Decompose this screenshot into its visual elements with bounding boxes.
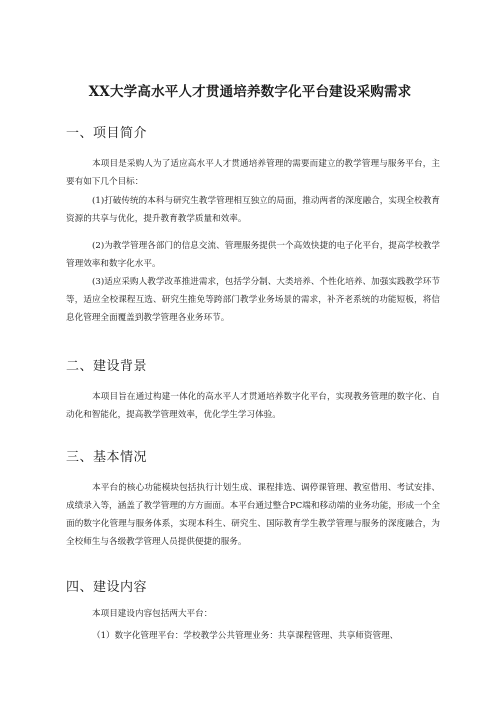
paragraph-background: [66, 388, 440, 424]
section-heading-content: 四、建设内容: [66, 580, 148, 595]
paragraph-content-item-1: [66, 627, 440, 645]
paragraph-intro: [66, 155, 440, 191]
paragraph-intro-text: 本项目是采购人为了适应高水平人才贯通培养管理的需要而建立的教学管理与服务平台，主要有如下几个目标：: [66, 159, 440, 187]
section-heading-background: 二、建设背景: [66, 359, 148, 374]
paragraph-goal-2-text: (2)为教学管理各部门的信息交流、管理服务提供一个高效快捷的电子化平台，提高学校教学管理效率和数字化水平。: [66, 241, 440, 269]
paragraph-content-item-1-text: （1）数字化管理平台：学校教学公共管理业务：共享课程管理、共享师资管理、: [92, 631, 399, 641]
paragraph-content-intro-text: 本项目建设内容包括两大平台：: [92, 609, 213, 619]
section-heading-intro: 一、项目简介: [66, 126, 148, 141]
paragraph-goal-1-text: (1)打破传统的本科与研究生教学管理相互独立的局面，推动两者的深度融合，实现全校教育资源的共享与优化，提升教育教学质量和效率。: [66, 196, 440, 224]
paragraph-content-intro: [66, 605, 440, 623]
paragraph-basic-text: 本平台的核心功能模块包括执行计划生成、课程排选、调停课管理、教室借用、考试安排、成绩录入等，涵盖了教学管理的方方面面。本平台通过整合PC端和移动端的业务功能，形成一个全面的数字化管理与服务体系，实现本科生、研究生、国际教育学生教学管理与服务的深度融合，为全校师生与各级教学管理人员提供便捷的服务。: [66, 483, 440, 547]
paragraph-background-text: 本项目旨在通过构建一体化的高水平人才贯通培养数字化平台，实现教务管理的数字化、自动化和智能化，提高教学管理效率，优化学生学习体验。: [66, 392, 440, 420]
document-title: XX大学高水平人才贯通培养数字化平台建设采购需求: [88, 84, 412, 100]
paragraph-goal-3: [66, 273, 440, 327]
section-heading-basic: 三、基本情况: [66, 450, 148, 465]
paragraph-basic: [66, 479, 440, 551]
paragraph-goal-3-text: (3)适应采购人教学改革推进需求，包括学分制、大类培养、个性化培养、加强实践教学环节等，适应全校课程互选、研究生推免等跨部门教学业务场景的需求，补齐老系统的功能短板，将信息化管理全面覆盖到教学管理各业务环节。: [66, 277, 440, 323]
paragraph-goal-1: [66, 192, 440, 228]
paragraph-goal-2: [66, 237, 440, 273]
